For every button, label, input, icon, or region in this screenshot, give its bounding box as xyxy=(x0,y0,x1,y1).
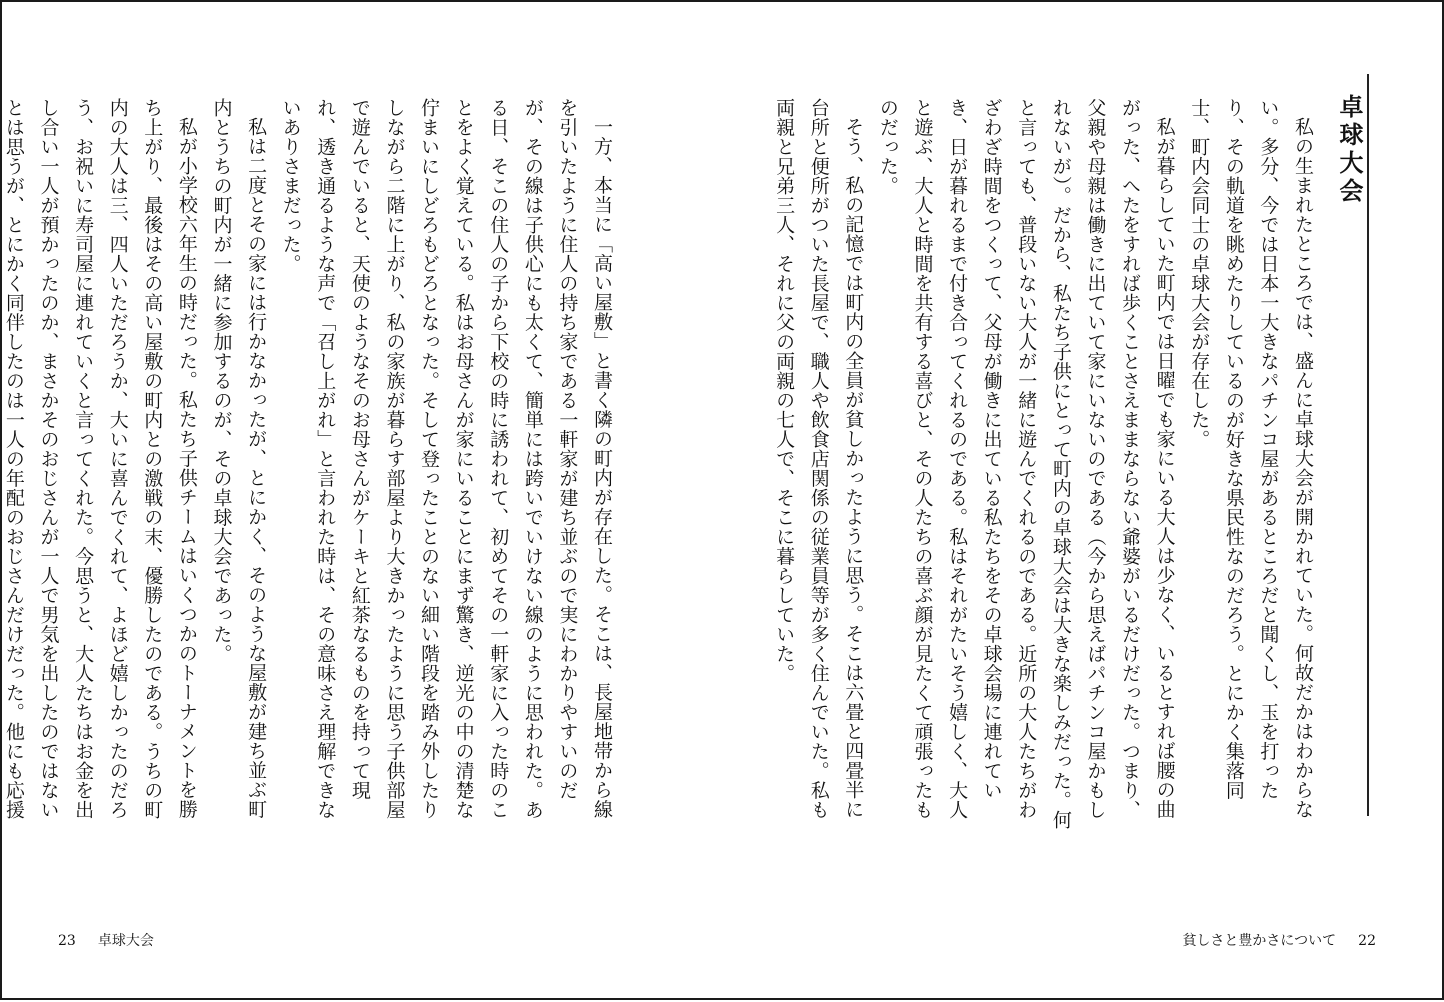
body-text-left xyxy=(2,98,619,838)
paragraph: 私の生まれたところでは、盛んに卓球大会が開かれていた。何故だかはわからない。多分、今では日本一大きなパチンコ屋があるところだと聞くし、玉を打ったり、その軌道を眺めたりしているのが好きな県民性なのだろう。とにかく集落同士、町内会同士の卓球大会が存在した。 xyxy=(1188,98,1314,819)
page-left xyxy=(2,2,724,1002)
page-right xyxy=(724,2,1444,1002)
paragraph: 私は二度とその家には行かなかったが、とにかく、そのような屋敷が建ち並ぶ町内とうちの町内が一緒に参加するのが、その卓球大会であった。 xyxy=(210,98,268,819)
running-footer-left xyxy=(58,930,154,950)
running-footer-right xyxy=(1182,930,1376,950)
chapter-title: 卓球大会 xyxy=(1335,94,1364,206)
paragraph: 私が小学校六年生の時だった。私たち子供チームはいくつかのトーナメントを勝ち上がり、最後はその高い屋敷の町内との激戦の末、優勝したのである。うちの町内の大人は三、四人いただろうか、大いに喜んでくれて、よほど嬉しかったのだろう、お祝いに寿司屋に連れていくと言ってくれた。今思うと、大人たちはお金を出し合い一人が預かったのか、まさかそのおじさんが一人で男気を出したのではないとは思うが、とにかく同伴したのは一人の年配のおじさんだけだった。他にも応援 xyxy=(2,98,198,820)
running-title: 卓球大会 xyxy=(97,933,154,949)
page-number: 22 xyxy=(1358,933,1376,949)
paragraph: 私が暮らしていた町内では日曜でも家にいる大人は少なく、いるとすれば腰の曲がった、へたをすれば歩くことさえままならない爺婆がいるだけだった。つまり、父親や母親は働きに出ていて家にいないのである（今から思えばパチンコ屋かもしれないが）。だから、私たち子供にとって町内の卓球大会は大きな楽しみだった。何と言っても、普段いない大人が一緒に遊んでくれるのである。近所の大人たちがわざわざ時間をつくって、父母が働きに出ている私たちをその卓球会場に連れていき、日が暮れるまで付き合ってくれるのである。私はそれがたいそう嬉しく、大人と遊ぶ、大人と時間を共有する喜びと、その人たちの喜ぶ顔が見たくて頑張ったものだった。 xyxy=(876,98,1176,830)
paragraph: そう、私の記憶では町内の全員が貧しかったように思う。そこは六畳と四畳半に台所と便所がついた長屋で、職人や飲食店関係の従業員等が多く住んでいた。私も両親と兄弟三人、それに父の両親の七人で、そこに暮らしていた。 xyxy=(773,98,865,820)
paragraph: 一方、本当に「高い屋敷」と書く隣の町内が存在した。そこは、長屋地帯から線を引いたように住人の持ち家である一軒家が建ち並ぶので実にわかりやすいのだが、その線は子供心にも太くて、簡単には跨いでいけない線のように思われた。ある日、そこの住人の子から下校の時に誘われて、初めてその一軒家に入った時のことをよく覚えている。私はお母さんが家にいることにまず驚き、逆光の中の清楚な佇まいにしどろもどろとなった。そして登ったことのない細い階段を踏み外したりしながら二階に上がり、私の家族が暮らす部屋より大きかったように思う子供部屋で遊んでいると、天使のようなそのお母さんがケーキと紅茶なるものを持って現れ、透き通るような声で「召し上がれ」と言われた時は、その意味さえ理解できないありさまだった。 xyxy=(279,98,613,820)
page-number: 23 xyxy=(58,933,76,949)
running-title: 貧しさと豊かさについて xyxy=(1182,933,1337,949)
chapter-title-rule xyxy=(1367,74,1369,816)
body-text-right xyxy=(773,98,1320,838)
